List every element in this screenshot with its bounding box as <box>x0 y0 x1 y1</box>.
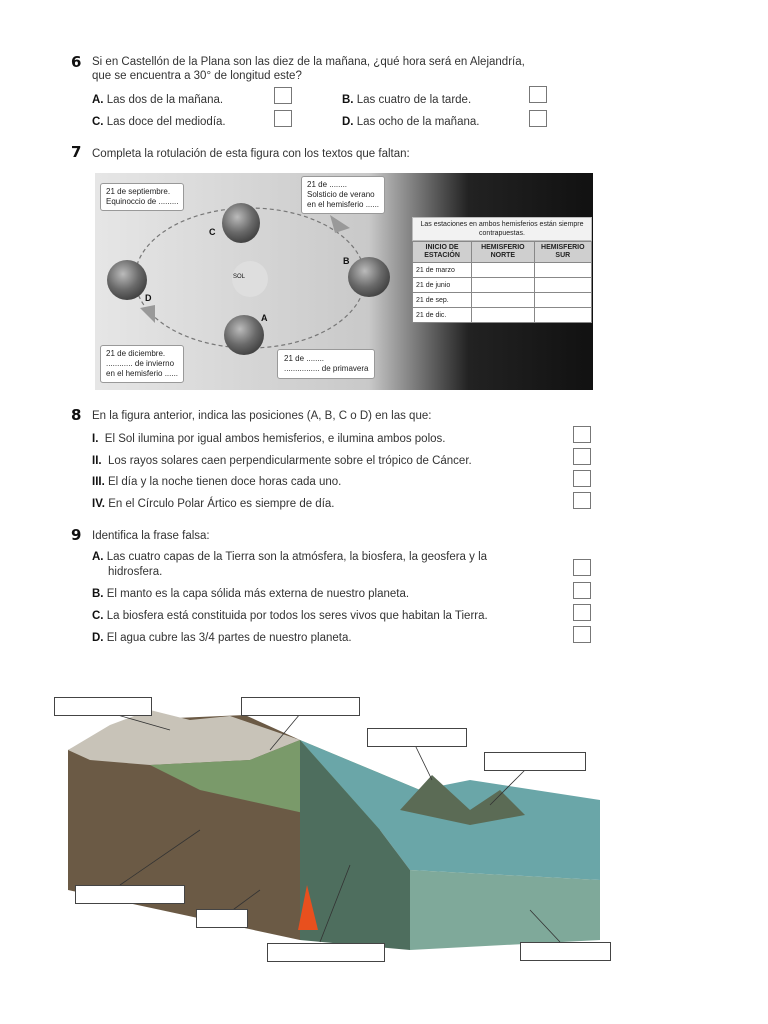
q9-answer-box-c[interactable] <box>573 604 591 621</box>
table-cell-blank[interactable] <box>534 308 591 323</box>
callout-september: 21 de septiembre. Equinoccio de ......... <box>100 183 184 211</box>
q8-item-4: IV. En el Círculo Polar Ártico es siempre de día. <box>92 498 335 510</box>
earth-layers-diagram <box>0 680 768 980</box>
table-cell-blank[interactable] <box>534 278 591 293</box>
ocean-wall-right <box>410 870 600 950</box>
table-row: 21 de dic. <box>413 308 592 323</box>
earth-globe-a <box>224 315 264 355</box>
sun-label: SOL <box>233 274 246 280</box>
label-box-5[interactable] <box>75 885 185 904</box>
table-row: 21 de sep. <box>413 293 592 308</box>
label-box-3[interactable] <box>367 728 467 747</box>
q8-item-1: I. El Sol ilumina por igual ambos hemisferios, e ilumina ambos polos. <box>92 433 446 445</box>
table-header-north: HEMISFERIO NORTE <box>472 242 535 263</box>
question-6-number: 6 <box>71 53 82 71</box>
earth-globe-d <box>107 260 147 300</box>
table-cell-blank[interactable] <box>472 293 535 308</box>
label-box-8[interactable] <box>520 942 611 961</box>
globe-label-c: C <box>209 227 216 237</box>
callout-june: 21 de ........ Solsticio de verano en el hemisferio ...... <box>301 176 385 214</box>
q8-answer-box-1[interactable] <box>573 426 591 443</box>
q9-answer-box-a[interactable] <box>573 559 591 576</box>
callout-march: 21 de ........ ................ de primavera <box>277 349 375 379</box>
q6-checkbox-a[interactable] <box>274 87 292 104</box>
question-8-number: 8 <box>71 406 82 424</box>
question-8-text: En la figura anterior, indica las posiciones (A, B, C o D) en las que: <box>92 410 432 422</box>
label-box-2[interactable] <box>241 697 360 716</box>
table-header-start: INICIO DE ESTACIÓN <box>413 242 472 263</box>
q6-checkbox-b[interactable] <box>529 86 547 103</box>
q6-option-c: C. Las doce del mediodía. <box>92 116 226 128</box>
table-cell-blank[interactable] <box>534 263 591 278</box>
seasons-table <box>412 217 592 323</box>
earth-globe-c <box>222 203 260 243</box>
question-9-number: 9 <box>71 526 82 544</box>
table-row: 21 de junio <box>413 278 592 293</box>
q9-answer-box-b[interactable] <box>573 582 591 599</box>
label-box-4[interactable] <box>484 752 586 771</box>
question-7-text: Completa la rotulación de esta figura con los textos que faltan: <box>92 148 410 160</box>
q8-item-2: II. Los rayos solares caen perpendicularmente sobre el trópico de Cáncer. <box>92 455 472 467</box>
q6-checkbox-d[interactable] <box>529 110 547 127</box>
table-header-south: HEMISFERIO SUR <box>534 242 591 263</box>
label-box-7[interactable] <box>267 943 385 962</box>
globe-label-d: D <box>145 293 152 303</box>
q6-option-b: B. Las cuatro de la tarde. <box>342 94 472 106</box>
q8-answer-box-2[interactable] <box>573 448 591 465</box>
globe-label-a: A <box>261 313 268 323</box>
q9-answer-box-d[interactable] <box>573 626 591 643</box>
q6-option-a: A. Las dos de la mañana. <box>92 94 224 106</box>
q9-item-a: A. Las cuatro capas de la Tierra son la atmósfera, la biosfera, la geosfera y la <box>92 551 488 563</box>
q8-item-3: III. El día y la noche tienen doce horas cada uno. <box>92 476 342 488</box>
table-cell-blank[interactable] <box>472 308 535 323</box>
earth-globe-b <box>348 257 390 297</box>
q9-item-b: B. El manto es la capa sólida más externa de nuestro planeta. <box>92 588 410 600</box>
callout-december: 21 de diciembre. ............ de invierno en el hemisferio ...... <box>100 345 184 383</box>
leader-line <box>415 745 432 780</box>
table-cell-blank[interactable] <box>472 278 535 293</box>
question-6-text-2: que se encuentra a 30° de longitud este? <box>92 70 302 82</box>
seasons-figure <box>95 173 593 390</box>
label-box-1[interactable] <box>54 697 152 716</box>
table-row: 21 de marzo <box>413 263 592 278</box>
table-cell-blank[interactable] <box>472 263 535 278</box>
q9-item-d: D. El agua cubre las 3/4 partes de nuestro planeta. <box>92 632 352 644</box>
seasons-table-title: Las estaciones en ambos hemisferios están siempre contrapuestas. <box>412 217 592 241</box>
label-box-6[interactable] <box>196 909 248 928</box>
q9-item-a-cont: hidrosfera. <box>108 566 163 578</box>
question-7-number: 7 <box>71 143 82 161</box>
table-cell-blank[interactable] <box>534 293 591 308</box>
q8-answer-box-4[interactable] <box>573 492 591 509</box>
q6-option-d: D. Las ocho de la mañana. <box>342 116 480 128</box>
globe-label-b: B <box>343 256 350 266</box>
question-6-text: Si en Castellón de la Plana son las diez de la mañana, ¿qué hora será en Alejandría, <box>92 56 525 68</box>
q6-checkbox-c[interactable] <box>274 110 292 127</box>
question-9-text: Identifica la frase falsa: <box>92 530 210 542</box>
q8-answer-box-3[interactable] <box>573 470 591 487</box>
q9-item-c: C. La biosfera está constituida por todos los seres vivos que habitan la Tierra. <box>92 610 488 622</box>
